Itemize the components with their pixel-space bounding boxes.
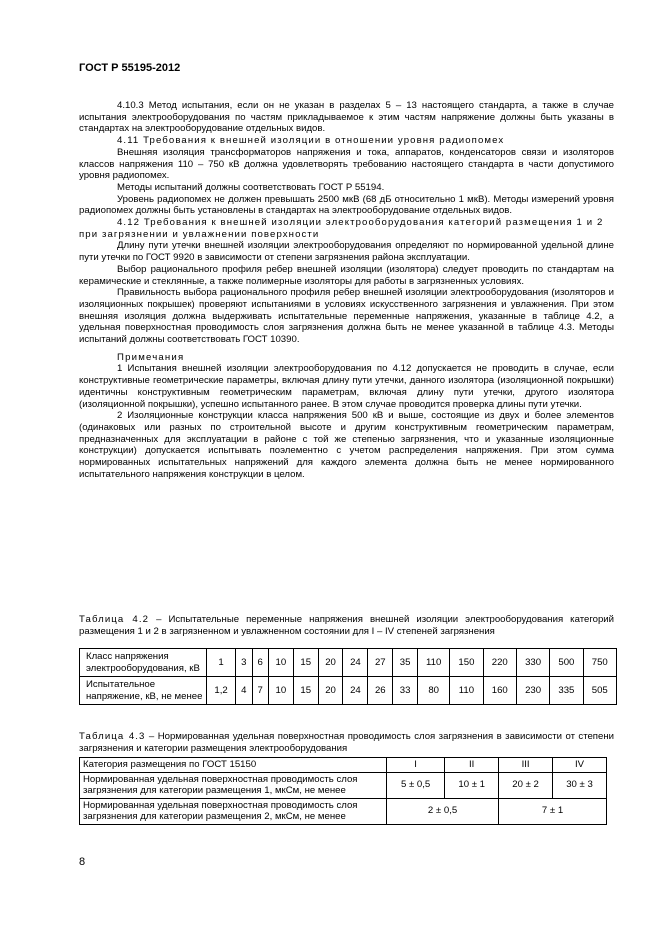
row-header: Испытательное напряжение, кВ, не менее <box>80 677 207 705</box>
table-cell: 4 <box>236 677 252 705</box>
table-cell: 335 <box>550 677 583 705</box>
table-cell: 110 <box>450 677 483 705</box>
table-cell: 26 <box>368 677 393 705</box>
table1-caption-label: Таблица 4.2 <box>79 614 150 625</box>
table-cell: 30 ± 3 <box>553 772 607 798</box>
table-cell: 20 <box>318 677 343 705</box>
paragraph: Методы испытаний должны соответствовать ГОСТ Р 55194. <box>117 181 385 193</box>
table-cell: 750 <box>583 649 616 677</box>
table-cell: 3 <box>236 649 252 677</box>
section-heading: 4.11 Требования к внешней изоляции в отношении уровня радиопомех <box>117 135 505 147</box>
table-cell: 10 <box>268 677 293 705</box>
paragraph: 4.10.3 Метод испытания, если он не указан в разделах 5 – 13 настоящего стандарта, а также в случае испытания электрооборудования по частям прикладываемое к этим частям напряжение должны быть указаны в стандартах на электрооборудование отдельных видов. <box>79 100 614 135</box>
section-heading: 4.12 Требования к внешней изоляции электрооборудования категорий размещения 1 и 2 при загрязнении и увлажнении поверхности <box>79 217 604 240</box>
paragraph: Выбор рационального профиля ребер внешней изоляции (изолятора) следует проводить по стандартам на керамические и стеклянные, а также полимерные изоляторы для работы в загрязненных условиях. <box>79 263 614 287</box>
paragraph: Уровень радиопомех не должен превышать 2500 мкВ (68 дБ относительно 1 мкВ). Методы измерений уровня радиопомех должны быть установлены в стандартах на электрооборудование отдельных видов. <box>79 193 614 217</box>
conductivity-table <box>79 757 607 825</box>
column-header: IV <box>553 758 607 773</box>
table-cell: 500 <box>550 649 583 677</box>
table-cell: 1 <box>207 649 236 677</box>
table-cell: 1,2 <box>207 677 236 705</box>
table-row <box>80 798 607 824</box>
table-cell: 10 <box>268 649 293 677</box>
page-header: ГОСТ Р 55195-2012 <box>79 62 181 74</box>
table-cell: 15 <box>293 649 318 677</box>
column-header: Категория размещения по ГОСТ 15150 <box>80 758 387 773</box>
table1-caption <box>79 614 614 637</box>
table-cell: 160 <box>483 677 516 705</box>
test-voltage-table <box>79 648 617 705</box>
note-item: 1 Испытания внешней изоляции электрооборудования по 4.12 допускается не проводить в случае, если конструктивные геометрические параметры, включая длину пути утечки, данного изолятора (изоляционной покрышки) идентичны конструктивным геометрическим параметрам, включая длину пути утечки, другого изолятора (изоляционной покрышки), успешно испытанного ранее. В этом случае проводится проверка длины пути утечки. <box>79 363 614 410</box>
table-cell: 20 <box>318 649 343 677</box>
page-number: 8 <box>79 856 86 868</box>
row-header: Нормированная удельная поверхностная проводимость слоя загрязнения для категории размещения 1, мкСм, не менее <box>80 772 387 798</box>
row-header: Нормированная удельная поверхностная проводимость слоя загрязнения для категории размещения 2, мкСм, не менее <box>80 798 387 824</box>
table-cell: 7 <box>252 677 268 705</box>
column-header: II <box>445 758 499 773</box>
table-cell: 24 <box>343 677 368 705</box>
table-cell: 15 <box>293 677 318 705</box>
table2-caption <box>79 731 614 754</box>
document-body <box>79 100 614 481</box>
table-cell: 33 <box>393 677 418 705</box>
table-row <box>80 649 617 677</box>
table-cell: 505 <box>583 677 616 705</box>
paragraph: Правильность выбора рационального профиля ребер внешней изоляции электрооборудования (изоляторов и изоляционных покрышек) проверяют испытаниями в условиях искусственного загрязнения и увлажнения. При этом внешняя изоляция должна выдерживать испытательные переменные напряжения, указанные в таблице 4.2, а удельная поверхностная проводимость слоя загрязнения должна быть не менее указанной в таблице 4.3. Методы испытаний должны соответствовать ГОСТ 10390. <box>79 287 614 346</box>
table2-caption-label: Таблица 4.3 <box>79 731 146 742</box>
column-header: I <box>387 758 445 773</box>
table-cell: 6 <box>252 649 268 677</box>
table-cell: 230 <box>516 677 549 705</box>
table-row <box>80 677 617 705</box>
table-cell: 20 ± 2 <box>499 772 553 798</box>
table-cell: 220 <box>483 649 516 677</box>
row-header: Класс напряжения электрооборудования, кВ <box>80 649 207 677</box>
column-header: III <box>499 758 553 773</box>
table1-caption-text: – Испытательные переменные напряжения внешней изоляции электрооборудования категорий размещения 1 и 2 в загрязненном и увлажненном состоянии для I – IV степеней загрязнения <box>79 614 614 637</box>
paragraph: Внешняя изоляция трансформаторов напряжения и тока, аппаратов, конденсаторов связи и изоляторов классов напряжения 110 – 750 кВ должна удовлетворять требованию настоящего стандарта в части допустимого уровня радиопомех. <box>79 146 614 182</box>
table-header-row <box>80 758 607 773</box>
table-cell: 110 <box>418 649 450 677</box>
table-cell: 5 ± 0,5 <box>387 772 445 798</box>
table-cell: 10 ± 1 <box>445 772 499 798</box>
table-cell: 330 <box>516 649 549 677</box>
table-cell: 27 <box>368 649 393 677</box>
note-item: 2 Изоляционные конструкции класса напряжения 500 кВ и выше, состоящие из двух и более элементов (одинаковых или разных по строительной высоте и другим конструктивным геометрическим параметрам, предназначенных для эксплуатации в районе с той же степенью загрязнения, что и указанные изоляционные конструкции) допускается испытывать поэлементно с учетом распределения напряжения. При этом сумма нормированных испытательных напряжений для каждого элемента должна быть не менее нормированного испытательного напряжения конструкции в целом. <box>79 410 614 480</box>
table2-caption-text: – Нормированная удельная поверхностная проводимость слоя загрязнения в зависимости от степени загрязнения и категории размещения электрооборудования <box>79 731 614 754</box>
table-cell: 24 <box>343 649 368 677</box>
table-cell: 7 ± 1 <box>499 798 607 824</box>
table-cell: 80 <box>418 677 450 705</box>
notes-header: Примечания <box>117 351 185 363</box>
table-cell: 35 <box>393 649 418 677</box>
table-row <box>80 772 607 798</box>
table-cell: 2 ± 0,5 <box>387 798 499 824</box>
table-cell: 150 <box>450 649 483 677</box>
paragraph: Длину пути утечки внешней изоляции электрооборудования определяют по нормированной удельной длине пути утечки по ГОСТ 9920 в зависимости от степени загрязнения района эксплуатации. <box>79 240 614 264</box>
